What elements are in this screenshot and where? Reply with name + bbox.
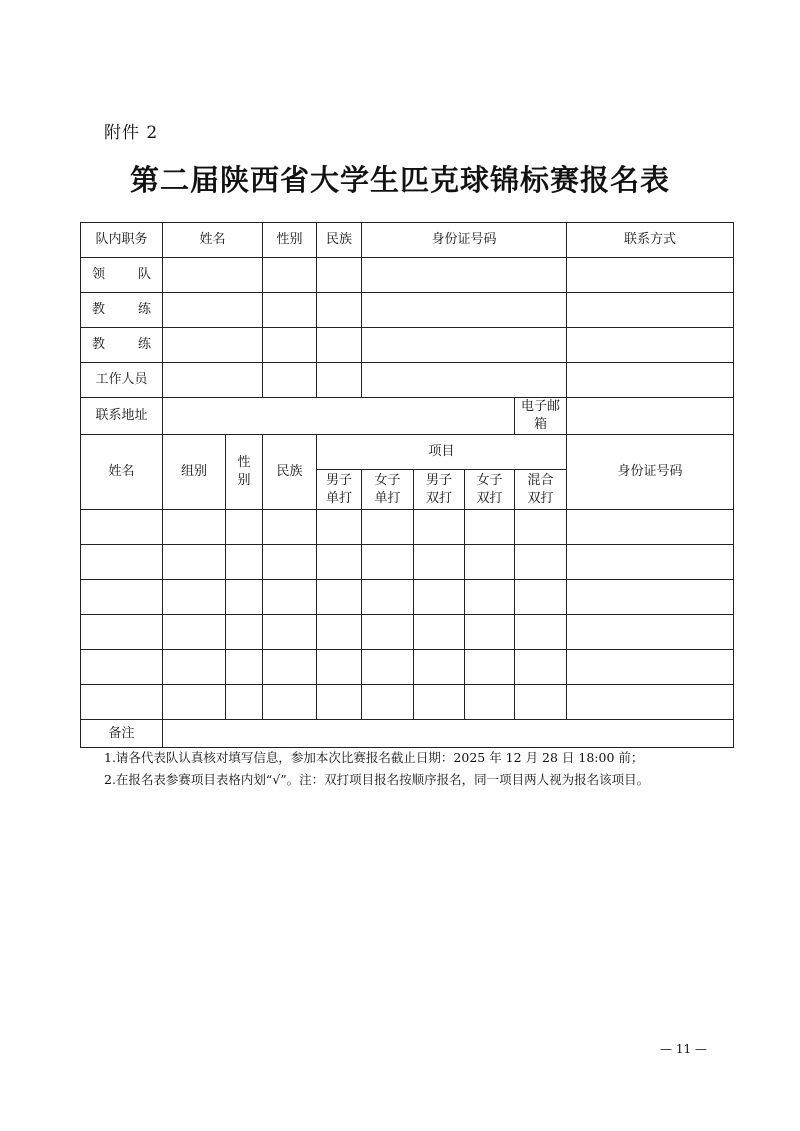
player-event-cell[interactable] — [465, 685, 515, 720]
player-row — [81, 615, 734, 650]
coach2-gender-cell[interactable] — [263, 328, 317, 363]
address-cell[interactable] — [163, 398, 515, 435]
remarks-label: 备注 — [81, 720, 163, 748]
header-contact: 联系方式 — [567, 223, 734, 258]
coach1-ethnicity-cell[interactable] — [317, 293, 362, 328]
note-2: 2.在报名表参赛项目表格内划“√”。注：双打项目报名按顺序报名，同一项目两人视为报名该项目。 — [104, 772, 650, 787]
notes — [104, 747, 649, 791]
player-header-ethnicity: 民族 — [263, 435, 317, 510]
staff-row-worker — [81, 363, 734, 398]
player-ethnicity-cell[interactable] — [263, 650, 317, 685]
player-event-cell[interactable] — [362, 580, 414, 615]
player-id-cell[interactable] — [567, 545, 734, 580]
player-id-cell[interactable] — [567, 580, 734, 615]
player-ethnicity-cell[interactable] — [263, 580, 317, 615]
header-name: 姓名 — [163, 223, 263, 258]
header-id-number: 身份证号码 — [362, 223, 567, 258]
player-ethnicity-cell[interactable] — [263, 545, 317, 580]
role-coach-1: 教 练 — [81, 293, 163, 328]
worker-name-cell[interactable] — [163, 363, 263, 398]
player-ethnicity-cell[interactable] — [263, 510, 317, 545]
coach2-contact-cell[interactable] — [567, 328, 734, 363]
attachment-label: 附件 2 — [104, 123, 159, 143]
worker-gender-cell[interactable] — [263, 363, 317, 398]
player-event-cell[interactable] — [362, 650, 414, 685]
player-event-cell[interactable] — [465, 510, 515, 545]
player-event-cell[interactable] — [414, 580, 465, 615]
player-id-cell[interactable] — [567, 650, 734, 685]
player-event-cell[interactable] — [465, 615, 515, 650]
player-event-cell[interactable] — [515, 615, 567, 650]
worker-id-cell[interactable] — [362, 363, 567, 398]
page-number: — 11 — — [660, 1042, 707, 1056]
player-header-events: 项目 — [317, 435, 567, 470]
role-worker: 工作人员 — [81, 363, 163, 398]
player-event-cell[interactable] — [515, 545, 567, 580]
worker-ethnicity-cell[interactable] — [317, 363, 362, 398]
player-row — [81, 545, 734, 580]
player-gender-cell[interactable] — [226, 510, 263, 545]
player-row — [81, 580, 734, 615]
player-id-cell[interactable] — [567, 615, 734, 650]
player-group-cell[interactable] — [163, 580, 226, 615]
player-name-cell[interactable] — [81, 510, 163, 545]
player-id-cell[interactable] — [567, 685, 734, 720]
leader-contact-cell[interactable] — [567, 258, 734, 293]
player-name-cell[interactable] — [81, 545, 163, 580]
player-event-cell[interactable] — [362, 685, 414, 720]
remarks-cell[interactable] — [163, 720, 734, 748]
player-event-cell[interactable] — [362, 545, 414, 580]
player-event-cell[interactable] — [414, 615, 465, 650]
coach2-id-cell[interactable] — [362, 328, 567, 363]
header-gender: 性别 — [263, 223, 317, 258]
player-group-cell[interactable] — [163, 510, 226, 545]
player-name-cell[interactable] — [81, 685, 163, 720]
staff-row-coach-1 — [81, 293, 734, 328]
player-id-cell[interactable] — [567, 510, 734, 545]
form-title: 第二届陕西省大学生匹克球锦标赛报名表 — [129, 163, 670, 197]
player-header-id: 身份证号码 — [567, 435, 734, 510]
role-coach-2: 教 练 — [81, 328, 163, 363]
remarks-row — [81, 720, 734, 748]
player-event-cell[interactable] — [515, 580, 567, 615]
player-event-cell[interactable] — [414, 650, 465, 685]
player-event-cell[interactable] — [465, 545, 515, 580]
leader-gender-cell[interactable] — [263, 258, 317, 293]
coach2-name-cell[interactable] — [163, 328, 263, 363]
player-event-cell[interactable] — [317, 650, 362, 685]
player-header-group: 组别 — [163, 435, 226, 510]
player-event-cell[interactable] — [465, 650, 515, 685]
player-event-cell[interactable] — [317, 615, 362, 650]
player-group-cell[interactable] — [163, 545, 226, 580]
player-header-name: 姓名 — [81, 435, 163, 510]
coach1-gender-cell[interactable] — [263, 293, 317, 328]
player-gender-cell[interactable] — [226, 545, 263, 580]
player-event-cell[interactable] — [515, 650, 567, 685]
player-row — [81, 510, 734, 545]
email-label: 电子邮箱 — [515, 398, 567, 435]
player-group-cell[interactable] — [163, 650, 226, 685]
player-name-cell[interactable] — [81, 580, 163, 615]
player-event-cell[interactable] — [414, 510, 465, 545]
leader-name-cell[interactable] — [163, 258, 263, 293]
event-mens-singles: 男子 单打 — [317, 470, 362, 510]
player-event-cell[interactable] — [515, 685, 567, 720]
player-event-cell[interactable] — [362, 510, 414, 545]
player-group-cell[interactable] — [163, 685, 226, 720]
leader-ethnicity-cell[interactable] — [317, 258, 362, 293]
player-event-cell[interactable] — [317, 510, 362, 545]
player-name-cell[interactable] — [81, 615, 163, 650]
event-mixed-doubles: 混合 双打 — [515, 470, 567, 510]
player-event-cell[interactable] — [317, 580, 362, 615]
player-gender-cell[interactable] — [226, 580, 263, 615]
player-gender-cell[interactable] — [226, 685, 263, 720]
address-row — [81, 398, 734, 435]
staff-row-leader — [81, 258, 734, 293]
role-leader: 领 队 — [81, 258, 163, 293]
player-row — [81, 650, 734, 685]
player-ethnicity-cell[interactable] — [263, 685, 317, 720]
staff-header-row — [81, 223, 734, 258]
event-womens-doubles: 女子 双打 — [465, 470, 515, 510]
player-ethnicity-cell[interactable] — [263, 615, 317, 650]
player-header-row-1 — [81, 435, 734, 470]
player-event-cell[interactable] — [515, 510, 567, 545]
player-group-cell[interactable] — [163, 615, 226, 650]
worker-contact-cell[interactable] — [567, 363, 734, 398]
leader-id-cell[interactable] — [362, 258, 567, 293]
registration-table — [80, 222, 734, 748]
player-event-cell[interactable] — [317, 685, 362, 720]
player-event-cell[interactable] — [414, 545, 465, 580]
player-gender-cell[interactable] — [226, 615, 263, 650]
address-label: 联系地址 — [81, 398, 163, 435]
coach1-name-cell[interactable] — [163, 293, 263, 328]
event-mens-doubles: 男子 双打 — [414, 470, 465, 510]
player-event-cell[interactable] — [362, 615, 414, 650]
email-cell[interactable] — [567, 398, 734, 435]
coach1-id-cell[interactable] — [362, 293, 567, 328]
staff-row-coach-2 — [81, 328, 734, 363]
player-header-gender: 性 别 — [226, 435, 263, 510]
player-row — [81, 685, 734, 720]
header-ethnicity: 民族 — [317, 223, 362, 258]
player-event-cell[interactable] — [414, 685, 465, 720]
player-event-cell[interactable] — [317, 545, 362, 580]
coach1-contact-cell[interactable] — [567, 293, 734, 328]
player-event-cell[interactable] — [465, 580, 515, 615]
player-name-cell[interactable] — [81, 650, 163, 685]
header-role: 队内职务 — [81, 223, 163, 258]
event-womens-singles: 女子 单打 — [362, 470, 414, 510]
player-gender-cell[interactable] — [226, 650, 263, 685]
coach2-ethnicity-cell[interactable] — [317, 328, 362, 363]
note-1: 1.请各代表队认真核对填写信息，参加本次比赛报名截止日期：2025 年 12 月 28 日 18:00 前； — [104, 750, 644, 765]
